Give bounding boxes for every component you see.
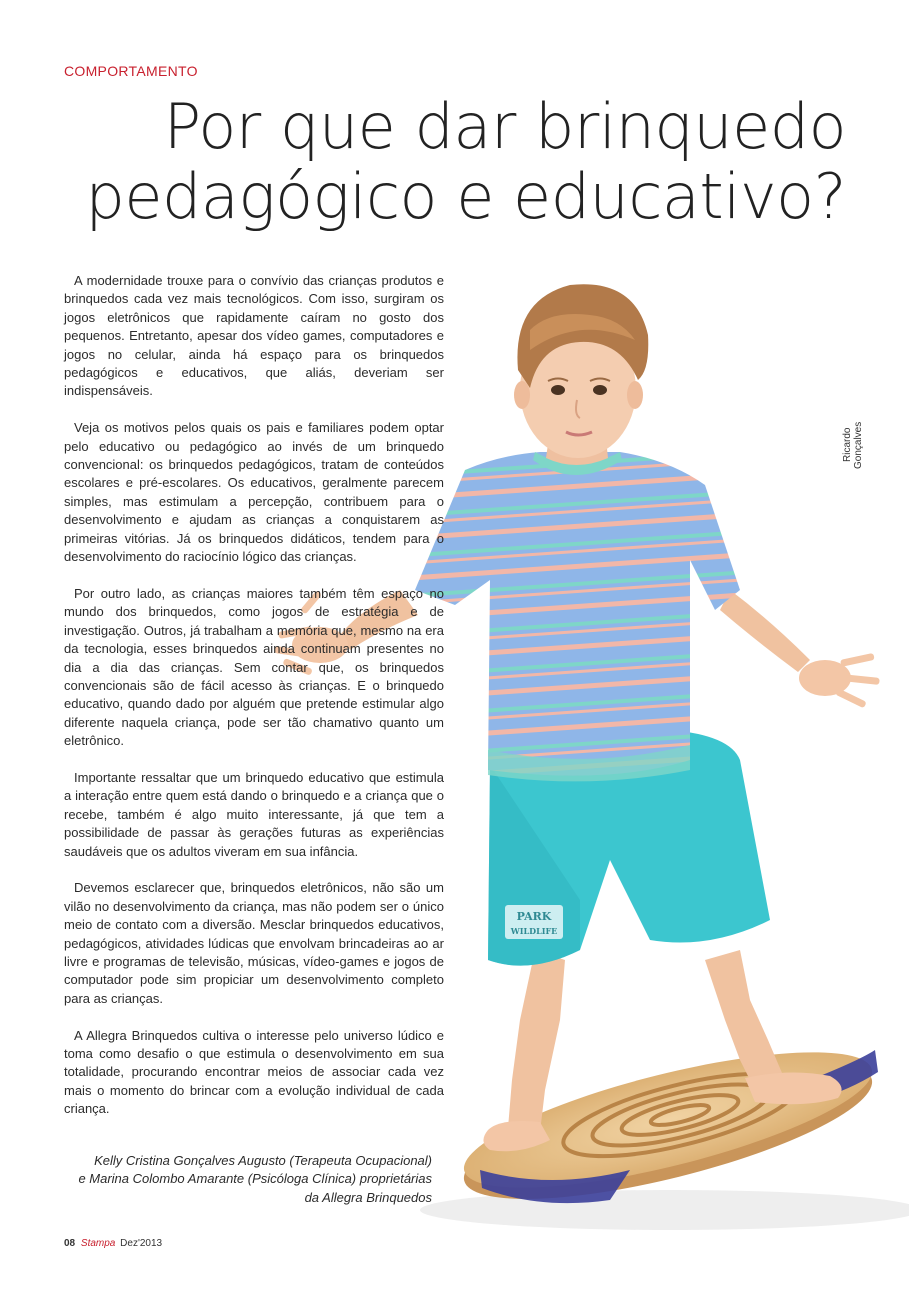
article-body [64, 272, 444, 1137]
shorts-label-line-1: PARK [516, 910, 552, 923]
paragraph-6: A Allegra Brinquedos cultiva o interesse pelo universo lúdico e toma como desafio o que estimula o desenvolvimento em sua totalidade, procurando encontrar meios de associar cada vez mais o momento do brincar com a evolução individual de cada criança. [64, 1027, 444, 1117]
paragraph-4: Importante ressaltar que um brinquedo educativo que estimula a interação entre quem está dando o brinquedo e a criança que o recebe, também é algo muito interessante, já que tem a possibilidade de passar às gerações futuras as experiências saudáveis que os adultos viveram em sua infância. [64, 769, 444, 859]
shorts-label-line-2: WILDLIFE [510, 926, 558, 936]
paragraph-3: Por outro lado, as crianças maiores também têm espaço no mundo dos brinquedos, como jogos de estratégia e de investigação. Outros, já trabalham a memória que, mesmo na era da tecnologia, esses brinquedos ainda continuam presentes no dia a dia das crianças. Sem contar que, os brinquedos convencionais são de fácil acesso às crianças. E o brinquedo educativo, quando dado por alguém que pretende estimular algo diferente naquela criança, pode ser tão chamativo quanto um eletrônico. [64, 585, 444, 749]
page-footer [64, 1238, 162, 1249]
paragraph-1: A modernidade trouxe para o convívio das crianças produtos e brinquedos cada vez mais tecnológicos. Com isso, surgiram os jogos eletrônicos que rapidamente caíram no gosto dos pequenos. Entretanto, apesar dos vídeo games, computadores e jogos no celular, ainda há espaço para os brinquedos pedagógicos e educativos, que aliás, deveriam ser indispensáveis. [64, 273, 444, 399]
section-label: COMPORTAMENTO [64, 63, 198, 79]
signature-line-1: Kelly Cristina Gonçalves Augusto (Terapeuta Ocupacional) [94, 1153, 432, 1168]
paragraph-5: Devemos esclarecer que, brinquedos eletrônicos, não são um vilão no desenvolvimento da criança, mas não podem ser o único meio de contato com a diversão. Mesclar brinquedos educativos, pedagógicos, atividades lúdicas que envolvam brincadeiras ao ar livre e programas de televisão, músicas, vídeo-games e jogos de computador pode sim propiciar um desenvolvimento completo para as crianças. [64, 880, 444, 1006]
signature-line-2: e Marina Colombo Amarante (Psicóloga Clínica) proprietárias [78, 1171, 432, 1187]
signature-line-3: da Allegra Brinquedos [304, 1189, 432, 1205]
title-line-2: pedagógico e educativo? [85, 160, 846, 233]
magazine-name: Stampa [80, 1238, 116, 1249]
title-line-1: Por que dar brinquedo [163, 90, 846, 163]
paragraph-2: Veja os motivos pelos quais os pais e familiares podem optar pelo educativo ou pedagógico ao invés de um brinquedo convencional: os brinquedos pedagógicos, tratam de conteúdos escolares e pré-escolares. Os educativos, geralmente parecem simples, mas estimulam a percepção, contribuem para o desenvolvimento e ajudam as crianças a conquistarem as primeiras vitórias. Já os brinquedos didáticos, tendem para o desenvolvimento do raciocínio lógico das crianças. [64, 420, 444, 565]
issue-date: Dez'2013 [120, 1238, 163, 1249]
author-signature [64, 1152, 432, 1207]
right-hand [799, 653, 880, 708]
article-title [60, 92, 846, 232]
page-number: 08 [64, 1238, 76, 1249]
photo-credit: Ricardo Gonçalves [842, 421, 864, 469]
